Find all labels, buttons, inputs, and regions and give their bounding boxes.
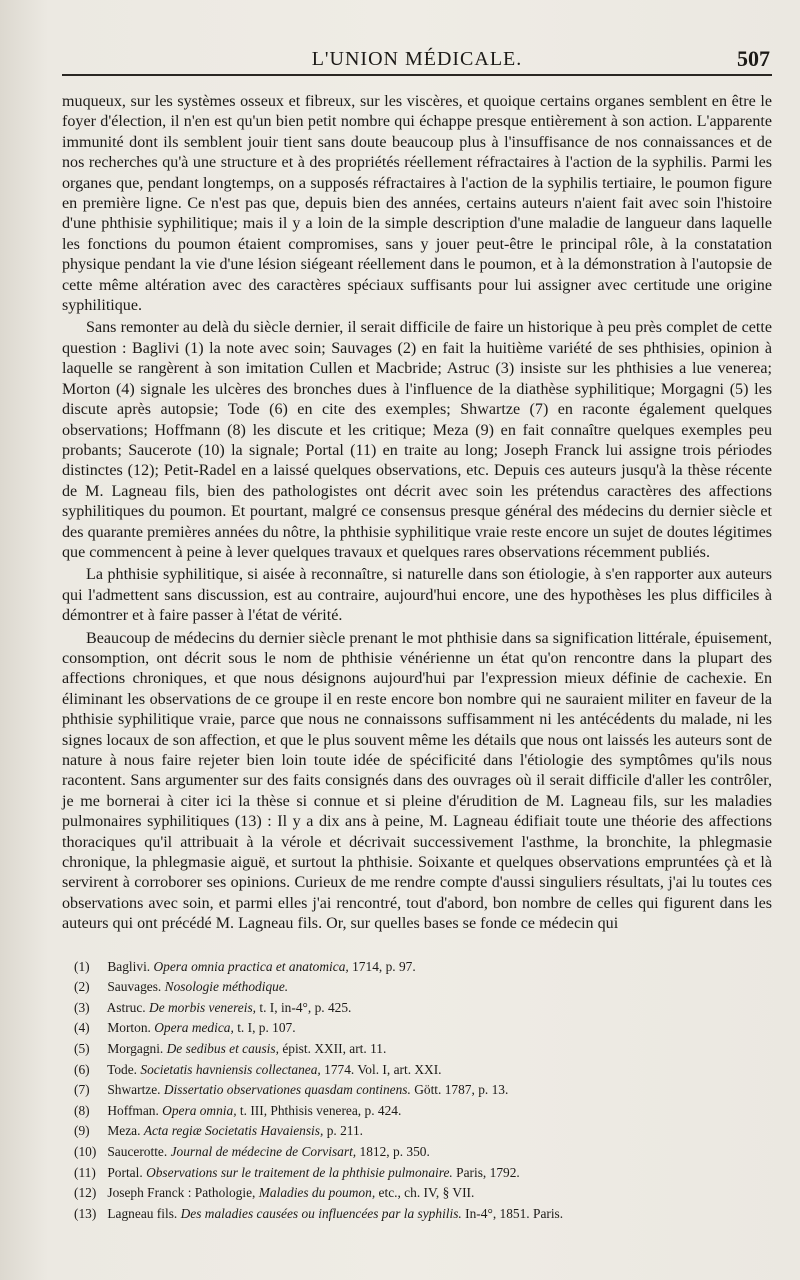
footnote-number: (6) bbox=[74, 1061, 90, 1077]
footnote-number: (13) bbox=[74, 1205, 97, 1221]
footnote-title: Acta regiæ Societatis Havaiensis, bbox=[143, 1123, 324, 1139]
footnote-details: 1774. Vol. I, art. XXI. bbox=[324, 1061, 442, 1077]
footnote-title: Opera medica, bbox=[154, 1020, 234, 1036]
body-text bbox=[62, 92, 772, 935]
footnote-details: t. I, in-4°, p. 425. bbox=[259, 999, 352, 1015]
footnote-title: Opera omnia practica et anatomica, bbox=[153, 958, 349, 974]
footnote-author: Lagneau fils. bbox=[107, 1205, 178, 1221]
footnote-details: Paris, 1792. bbox=[456, 1164, 520, 1180]
footnote bbox=[74, 957, 772, 978]
footnote-number: (11) bbox=[74, 1164, 96, 1180]
journal-title: L'UNION MÉDICALE. bbox=[311, 48, 523, 70]
footnote-author: Baglivi. bbox=[107, 958, 151, 974]
footnote bbox=[74, 1101, 772, 1122]
footnote-title: Dissertatio observationes quasdam continens. bbox=[163, 1082, 411, 1098]
footnote-author: Astruc. bbox=[106, 999, 146, 1015]
footnote-author: Morgagni. bbox=[107, 1041, 164, 1057]
footnote-details: 1812, p. 350. bbox=[359, 1144, 430, 1159]
footnotes bbox=[62, 957, 772, 1225]
footnote-details: In-4°, 1851. Paris. bbox=[465, 1205, 564, 1221]
paragraph: Beaucoup de médecins du dernier siècle prenant le mot phthisie dans sa signification littérale, épuisement, consomption, ont décrit sous le nom de phthisie vénérienne un état qu'on rencontre dans la plupart des affections chroniques, et que nous désignons aujourd'hui par l'expression mieux définie de cachexie. En éliminant les observations de ce groupe il en reste encore bon nombre qui ne sauraient militer en faveur de la phthisie syphilitique vraie, parce que nous ne connaissons suffisamment ni les antécédents du malade, ni les signes locaux de son affection, et que le plus souvent même les détails que nous ont laissés les auteurs sont de nature à nous faire rejeter bien loin toute idée de spécificité dans l'étiologie des symptômes qu'ils nous racontent. Sans argumenter sur des faits consignés dans des ouvrages où il serait difficile d'aller les contrôler, je me bornerai à citer ici la thèse si connue et si pleine d'érudition de M. Lagneau fils, sur les maladies pulmonaires syphilitiques (13) : Il y a dix ans à peine, M. Lagneau édifiait toute une théorie des affections thoraciques qu'il attribuait à la vérole et décrivait successivement l'asthme, la bronchite, la phlegmasie chronique, la phlegmasie aiguë, et surtout la phthisie. Soixante et quelques observations empruntées çà et là servirent à corroborer ses opinions. Curieux de me rendre compte d'aussi singuliers résultats, j'ai lu toutes ces observations avec soin, et parmi elles j'ai rencontré, tout d'abord, bon nombre de celles qui figurent dans les auteurs qui ont précédé M. Lagneau fils. Or, sur quelles bases se fonde ce médecin qui bbox=[62, 629, 772, 933]
footnote-details: épist. XXII, art. 11. bbox=[282, 1041, 387, 1057]
paragraph: Sans remonter au delà du siècle dernier, il serait difficile de faire un historique à peu près complet de cette question : Baglivi (1) la note avec soin; Sauvages (2) en fait la huitième variété de ses phthisies, opinion à laquelle se rangèrent à son imitation Cullen et Macbride; Astruc (3) insiste sur les phthisies a lue venerea; Morton (4) signale les ulcères des bronches dues à l'influence de la diathèse syphilitique; Morgagni (5) les discute après autopsie; Tode (6) en cite des exemples; Shwartze (7) en raconte également quelques observations; Hoffmann (8) les discute et les critique; Meza (9) en fait connaître quelques exemples peu probants; Saucerote (10) la signale; Portal (11) en traite au long; Joseph Franck lui assigne trois périodes distinctes (12); Petit-Radel en a laissé quelques observations, etc. Depuis ces auteurs jusqu'à la thèse récente de M. Lagneau fils, bien des pathologistes ont décrit avec soin les prétendus caractères des affections syphilitiques du poumon. Et pourtant, malgré ce consensus presque général des médecins du dernier siècle et des quarante premières années du nôtre, la phthisie syphilitique vraie reste encore un sujet de doutes légitimes que commencent à peine à lever quelques travaux et quelques rares observations récemment publiés. bbox=[62, 319, 772, 561]
paragraph: La phthisie syphilitique, si aisée à reconnaître, si naturelle dans son étiologie, à s'en rapporter aux auteurs qui l'admettent sans discussion, est au contraire, aujourd'hui encore, une des hypothèses les plus difficiles à démontrer et à faire passer à l'état de vérité. bbox=[62, 566, 772, 625]
footnote bbox=[74, 1183, 772, 1204]
footnote-author: Saucerotte. bbox=[107, 1144, 168, 1159]
footnote-number: (10) bbox=[74, 1144, 97, 1159]
footnote-number: (1) bbox=[74, 958, 90, 974]
footnote bbox=[74, 1142, 772, 1163]
footnote-number: (8) bbox=[74, 1102, 90, 1118]
footnote-author: Meza. bbox=[107, 1123, 141, 1139]
footnote-details: etc., ch. IV, § VII. bbox=[378, 1185, 475, 1201]
footnote bbox=[74, 1039, 772, 1060]
footnote bbox=[74, 1121, 772, 1142]
footnote-details: 1714, p. 97. bbox=[352, 958, 416, 974]
footnote-author: Portal. bbox=[107, 1164, 143, 1180]
footnote bbox=[74, 1060, 772, 1081]
footnote bbox=[74, 1080, 772, 1101]
footnote-details: p. 211. bbox=[326, 1123, 364, 1139]
footnote bbox=[74, 998, 772, 1019]
footnote-number: (9) bbox=[74, 1123, 90, 1139]
footnote-title: Des maladies causées ou influencées par la syphilis. bbox=[180, 1205, 462, 1221]
footnote-title: Maladies du poumon, bbox=[258, 1185, 376, 1201]
footnote-number: (3) bbox=[74, 999, 90, 1015]
footnote-author: Hoffman. bbox=[107, 1102, 159, 1118]
running-header bbox=[62, 44, 772, 76]
footnote-title: De sedibus et causis, bbox=[166, 1041, 279, 1057]
paragraph: muqueux, sur les systèmes osseux et fibreux, sur les viscères, et quoique certains organes semblent en être le foyer d'élection, il n'en est qu'un bien petit nombre qui échappe presque entièrement à son action. L'apparente immunité dont ils semblent jouir tient sans doute beaucoup plus à l'insuffisance de nos connaissances et de nos recherches qu'à une structure et à des propriétés réellement réfractaires à l'action de la syphilis. Parmi les organes que, pendant longtemps, on a supposés réfractaires à l'action de la syphilis tertiaire, le poumon figure en première ligne. Ce n'est pas que, depuis bien des années, certains auteurs n'aient fait avec soin l'histoire d'une phthisie syphilitique; mais il y a loin de la simple description d'une maladie de langueur dans laquelle les fonctions du poumon étaient compromises, sans y jouer peut-être le principal rôle, à la constatation physique pendant la vie d'une lésion siégeant réellement dans le poumon, et à la démonstration à l'autopsie de cette même altération avec des caractères spéciaux suffisants pour lui assigner avec certitude une origine syphilitique. bbox=[62, 93, 772, 315]
footnote-author: Joseph Franck : Pathologie, bbox=[107, 1185, 256, 1201]
footnote-title: Opera omnia, bbox=[162, 1102, 237, 1118]
footnote-author: Shwartze. bbox=[107, 1082, 161, 1098]
footnote-title: Nosologie méthodique. bbox=[164, 979, 289, 995]
footnote bbox=[74, 977, 772, 998]
footnote-details: t. I, p. 107. bbox=[237, 1020, 296, 1036]
footnote-title: Journal de médecine de Corvisart, bbox=[170, 1144, 357, 1159]
footnote-title: Observations sur le traitement de la phthisie pulmonaire. bbox=[146, 1164, 453, 1180]
footnote bbox=[74, 1163, 772, 1184]
footnote-details: Gött. 1787, p. 13. bbox=[414, 1082, 509, 1098]
footnote-title: De morbis venereis, bbox=[149, 999, 257, 1015]
footnote-author: Morton. bbox=[107, 1020, 151, 1036]
footnote-number: (7) bbox=[74, 1082, 90, 1098]
footnote-number: (4) bbox=[74, 1020, 90, 1036]
footnote bbox=[74, 1204, 772, 1225]
footnote-author: Tode. bbox=[107, 1061, 138, 1077]
footnote-title: Societatis havniensis collectanea, bbox=[140, 1061, 321, 1077]
footnote-number: (12) bbox=[74, 1185, 97, 1201]
footnote-number: (5) bbox=[74, 1041, 90, 1057]
footnote-author: Sauvages. bbox=[107, 979, 162, 995]
footnote-number: (2) bbox=[74, 979, 90, 995]
page-number: 507 bbox=[737, 46, 770, 71]
footnote bbox=[74, 1018, 772, 1039]
footnote-details: t. III, Phthisis venerea, p. 424. bbox=[239, 1102, 402, 1118]
